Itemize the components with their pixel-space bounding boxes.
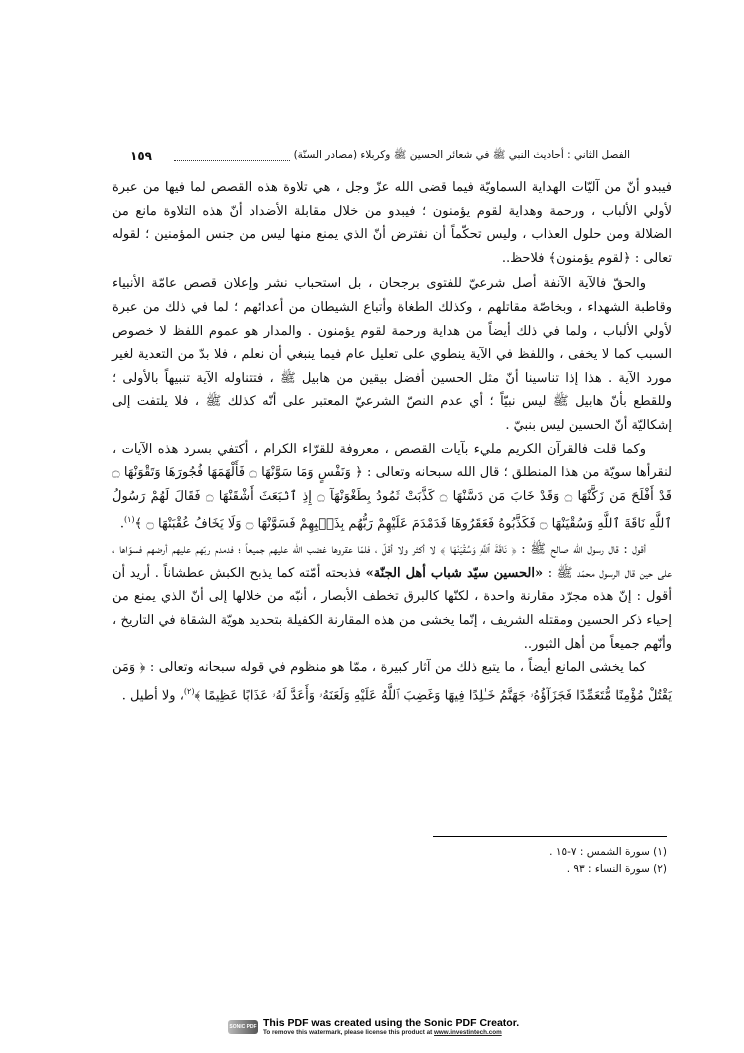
- paragraph-text: فيبدو أنّ من آليّات الهداية السماويّة فيما قضى الله عزّ وجل ، هي تلاوة هذه القصص لما فيها من عبرة لأولي الألباب ، ورحمة وهداية لقوم يؤمنون ؛ فيبدو من خلال مقابلة الأضداد أنّ هذه التلاوة مانع من الضلالة ومن حلول العذاب ، وليس تحكّماً أن نفترض أنّ الذي يمنع منها ليس من جنس المؤمنين ؛ لقوله تعالى : ﴿لقوم يؤمنون﴾ فلاحظ..: [112, 180, 672, 266]
- header-leader-dots: [174, 152, 290, 161]
- paragraph-4: [112, 538, 672, 656]
- chapter-title: الفصل الثاني : أحاديث النبي ﷺ في شعائر الحسين ﷺ وكربلاء (مصادر السنّة): [293, 148, 630, 161]
- footnote-ref-2[interactable]: (٢): [183, 686, 195, 696]
- footnote-ref-1[interactable]: (١): [123, 515, 135, 525]
- watermark-link[interactable]: www.investintech.com: [434, 1028, 502, 1036]
- watermark-text: [263, 1018, 519, 1036]
- paragraph-text: كما يخشى المانع أيضاً ، ما يتبع ذلك من آثار كبيرة ، ممّا هو منظوم في قوله سبحانه وتعالى : ﴿ وَمَن يَقْتُلْ مُؤْمِنًا مُّتَعَمِّدًا فَجَزَآؤُهُۥ جَهَنَّمُ خَـٰلِدًا فِيهَا وَغَضِبَ ٱللَّهُ عَلَيْهِ وَلَعَنَهُۥ وَأَعَدَّ لَهُۥ عَذَابًا عَظِيمًا ﴾: [112, 660, 672, 704]
- footnote-divider: [433, 836, 667, 838]
- watermark-sub-prefix: To remove this watermark, please license this product at: [263, 1028, 435, 1036]
- paragraph-text: فذبحته أمّته كما يذبح الكبش عطشاناً . أريد أن أقول : إنّ هذه مجرّد مقارنة واحدة ، لكنّها كالبرق تخطف الأبصار ، أنبّه من خلالها إلى أنّ الذي يمنع من إحياء ذكر الحسين ومقتله الشريف ، إنّما يخشى من هذه المقارنة الكفيلة بتحديد هويّة الشقاة في التاريخ ، وأنّهم جميعاً من أهل الثبور..: [112, 565, 672, 652]
- pdf-watermark: [228, 1012, 528, 1042]
- footnotes: [380, 844, 667, 878]
- paragraph-5: [112, 656, 672, 708]
- paragraph-2: [112, 272, 672, 437]
- paragraph-text: وكما قلت فالقرآن الكريم مليء بآيات القصص ، معروفة للقرّاء الكرام ، أكتفي بسرد هذه الآيات ، لنقرأها سويّة من هذا المنطلق ؛ قال الله سبحانه وتعالى : ﴿ وَنَفْسٍ وَمَا سَوَّنْهَا ۝ فَأَلْهَمَهَا فُجُورَهَا وَتَقْوَنْهَا ۝ قَدْ أَفْلَحَ مَن زَكَّنْهَا ۝ وَقَدْ خَابَ مَن دَسَّنْهَا ۝ كَذَّبَتْ ثَمُودُ بِطَغْوَنْهَآ ۝ إِذِ ٱنۢبَعَثَ أَشْقَنْهَا ۝ فَقَالَ لَهُمْ رَسُولُ ٱللَّهِ نَاقَةَ ٱللَّهِ وَسُقْيَنْهَا ۝ فَكَذَّبُوهُ فَعَقَرُوهَا فَدَمْدَمَ عَلَيْهِمْ رَبُّهُم بِذَنۢبِهِمْ فَسَوَّنْهَا ۝ وَلَا يَخَافُ عُقْبَنْهَا ۝ ﴾: [112, 441, 673, 532]
- paragraph-tail: .: [119, 516, 124, 532]
- footnote-1: (١) سورة الشمس : ٧-١٥ .: [549, 846, 667, 858]
- hadith-quote: «الحسين سيّد شباب أهل الجنّة»: [365, 565, 544, 581]
- paragraph-text: أقول : قال رسول الله صالح ﷺ : ﴿ نَاقَةَ ٱللَّهِ وَسُقْيَنْهَا ﴾ لا أكثر ولا أقلّ ، فلمّا عقروها غضب الله عليهم جميعاً ؛ فدمدم ربّهم عليهم أرضهم فسوّاها ، على حين قال الرسول محمّد ﷺ :: [112, 542, 672, 581]
- sonic-pdf-logo-icon: SONIC PDF: [228, 1020, 258, 1034]
- footnote-2: (٢) سورة النساء : ٩٣ .: [566, 863, 667, 875]
- paragraph-3: [112, 438, 672, 537]
- watermark-main-text: This PDF was created using the Sonic PDF Creator.: [263, 1017, 520, 1030]
- page-number: ١٥٩: [130, 149, 152, 163]
- body-text: [112, 176, 672, 708]
- running-header: [130, 146, 630, 166]
- watermark-sub-text: [263, 1030, 519, 1036]
- paragraph-text: والحقّ فالآية الآنفة أصل شرعيّ للفتوى برجحان ، بل استحباب نشر وإعلان قصص عامّة الأنبياء وقاطبة الشهداء ، وبخاصّة مقاتلهم ، وكذلك الطغاة وأتباع الشيطان من أعدائهم ؛ لما في ذلك من عبرة لأولي الألباب ، ولما في ذلك أيضاً من هداية ورحمة لقوم يؤمنون . والمدار هو عموم اللفظ لا خصوص السبب كما لا يخفى ، واللفظ في الآية ينطوي على تعليل عام فيما ينبغي أن نعلم ، فلا بدّ من التعدية لغير مورد الآية . هذا إذا تناسينا أنّ مثل الحسين أفضل بيقين من هابيل ﷺ ، فتتناوله الآية تنبيهاً بالأولى ؛ وللقطع بأنّ هابيل ﷺ ليس نبيّاً ؛ أي عدم النصّ الشرعيّ المعتبر على أنّه كذلك ﷺ ، فلا يلتفت إلى إشكاليّة أنّ الحسين ليس بنبيّ .: [112, 276, 672, 433]
- paragraph-tail: ، ولا أطيل .: [121, 688, 184, 704]
- paragraph-1: [112, 176, 672, 270]
